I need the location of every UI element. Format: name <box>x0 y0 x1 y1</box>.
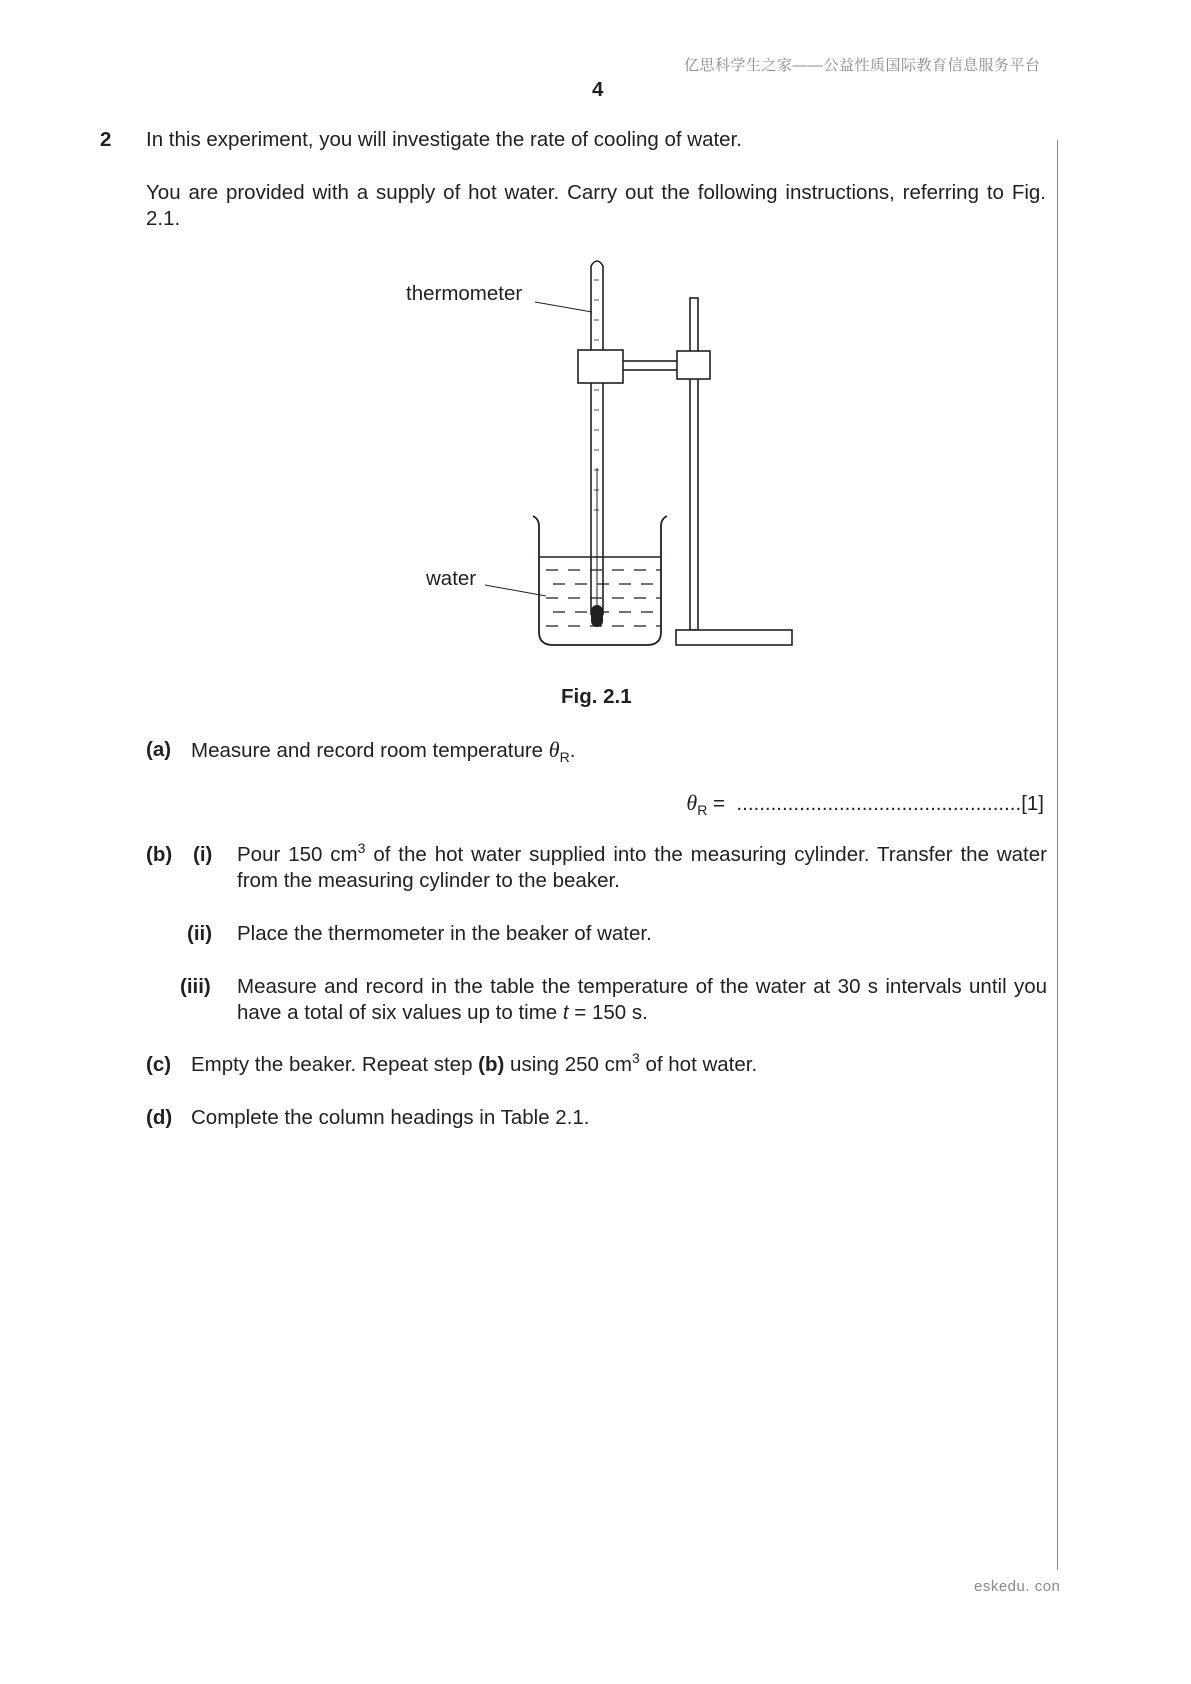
figure-caption: Fig. 2.1 <box>561 685 632 708</box>
part-b-iii-text-1: Measure and record in the table the temperature of the water at 30 s intervals until you have a total of six values up to time <box>237 975 1047 1024</box>
part-a-theta: θ <box>548 737 560 762</box>
marks-a: [1] <box>1021 792 1044 815</box>
part-d-text: Complete the column headings in Table 2.1. <box>191 1106 590 1129</box>
answer-subscript: R <box>697 802 708 819</box>
answer-line-a <box>686 790 1044 817</box>
part-b-label: (b) <box>146 843 173 866</box>
part-b-i-label: (i) <box>193 843 213 866</box>
water-label: water <box>426 567 477 590</box>
part-b-iii-var: t <box>562 1001 569 1024</box>
question-number: 2 <box>100 128 112 151</box>
thermometer-leader <box>535 302 592 312</box>
clamp-arm <box>622 361 678 370</box>
part-b-i-sup: 3 <box>357 840 366 857</box>
part-c-text-1: Empty the beaker. Repeat step <box>191 1053 479 1076</box>
part-d-label: (d) <box>146 1106 173 1129</box>
part-c-text-3: of hot water. <box>639 1053 758 1076</box>
part-a-end: . <box>569 739 576 762</box>
question-intro: In this experiment, you will investigate the rate of cooling of water. <box>146 128 742 151</box>
question-instruction: You are provided with a supply of hot water. Carry out the following instructions, referring to Fig. 2.1. <box>146 181 1046 230</box>
part-c-sup: 3 <box>631 1050 640 1067</box>
watermark-top: 亿思科学生之家——公益性质国际教育信息服务平台 <box>684 57 1041 74</box>
part-b-iii-label: (iii) <box>180 975 211 998</box>
stand-rod <box>690 298 698 630</box>
part-b-i-text-2: of the hot water supplied into the measuring cylinder. Transfer the water from the measuring cylinder to the beaker. <box>237 843 1047 892</box>
part-b-iii-text <box>237 974 1047 1026</box>
thermometer-label: thermometer <box>406 282 523 305</box>
part-b-i-text-1: Pour 150 cm <box>237 843 358 866</box>
part-c-text-2: using 250 cm <box>504 1053 632 1076</box>
part-a-text-main: Measure and record room temperature <box>191 739 544 762</box>
answer-dots[interactable]: .................................................. <box>736 792 1022 815</box>
part-a-text <box>191 737 1051 764</box>
part-b-ii-text: Place the thermometer in the beaker of water. <box>237 922 652 945</box>
part-b-ii-label: (ii) <box>187 922 213 945</box>
stand-base <box>676 630 792 645</box>
boss-head <box>677 351 710 379</box>
part-c-text <box>191 1052 1051 1078</box>
page-number: 4 <box>592 78 604 101</box>
thermometer-bulb <box>591 605 603 627</box>
part-b-iii-text-2: = 150 s. <box>568 1001 648 1024</box>
answer-theta: θ <box>686 790 698 815</box>
part-a-label: (a) <box>146 738 172 761</box>
thermometer-clamp <box>578 350 623 383</box>
part-a-subscript: R <box>559 749 570 766</box>
apparatus-figure <box>0 0 1191 720</box>
water-leader <box>485 585 546 596</box>
part-b-i-text <box>237 842 1047 894</box>
part-c-label: (c) <box>146 1053 172 1076</box>
answer-equals: = <box>713 792 726 815</box>
watermark-bottom: eskedu. con <box>974 1578 1061 1595</box>
part-c-bold: (b) <box>478 1053 505 1076</box>
